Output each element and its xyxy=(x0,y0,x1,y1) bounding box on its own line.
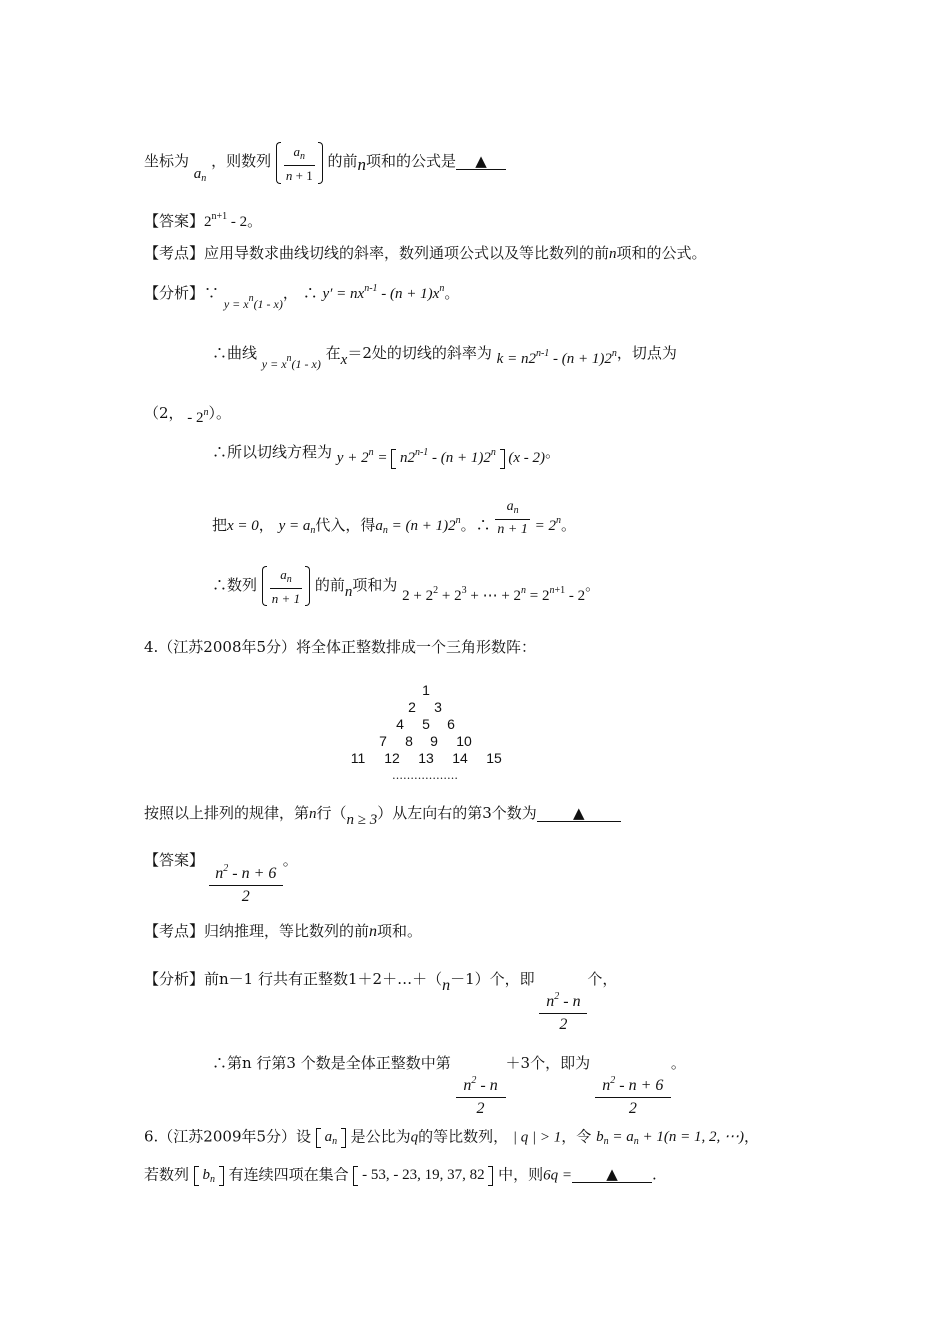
analysis-4-line1: 【分析】前n－1 行共有正整数1＋2＋…＋（n－1）个，即 $\frac{n^2 - n}{2}$ 个， xyxy=(144,970,618,1033)
p1-line: 坐标为 $a_n$ ，则数列 $\frac{a_n}{n + 1}$ 的前n项和的公式是 ▲ xyxy=(144,142,506,184)
answer-blank: ▲ xyxy=(572,1166,652,1183)
answer-1: 【答案】$2^{n+1} - 2$。 xyxy=(144,211,263,230)
problem-6-line1: 6.（江苏2009年5分）设 $a_n$ 是公比为q的等比数列， | q | > 1，令 $b_n = a_n + 1(n = 1$, 2, ⋯)， xyxy=(144,1127,759,1148)
triangle-cell: 4 xyxy=(396,716,404,732)
answer-4: 【答案】 $\frac{n^2 - n + 6}{2}$ 。 xyxy=(144,851,298,905)
analysis-1-line6: ∴数列 $\frac{a_n}{n + 1}$ 的前n项和为 $2 + 2^2 + 2^3$ + ⋯ + $2^n = 2^{n+1} - 2$。 xyxy=(212,566,601,606)
problem-4-header: 4.（江苏2008年5分）将全体正整数排成一个三角形数阵： xyxy=(144,638,537,656)
answer-blank: ▲ xyxy=(537,805,621,822)
triangle-cell: 9 xyxy=(430,733,438,749)
triangle-dots: ……………… xyxy=(392,769,458,782)
analysis-1-line4: ∴所以切线方程为 $y + 2^n = n2^{n-1} - (n + 1)2^n$ (x - 2)。 xyxy=(212,443,560,464)
triangle-cell: 3 xyxy=(434,699,442,715)
triangle-cell: 2 xyxy=(408,699,416,715)
triangle-cell: 15 xyxy=(486,750,502,766)
triangle-cell: 12 xyxy=(384,750,400,766)
triangle-cell: 1 xyxy=(422,682,430,698)
triangle-cell: 11 xyxy=(350,750,366,766)
problem-4-question: 按照以上排列的规律，第n行（n ≥ 3）从左向右的第3个数为 ▲ xyxy=(144,805,621,822)
math-an: $a_n$ xyxy=(193,166,207,184)
triangle-cell: 8 xyxy=(405,733,413,749)
triangle-cell: 10 xyxy=(456,733,472,749)
point-1: 【考点】应用导数求曲线切线的斜率，数列通项公式以及等比数列的前n项和的公式。 xyxy=(144,244,707,262)
answer-blank: ▲ xyxy=(456,153,506,170)
analysis-1-line2: ∴曲线 $_{y = x^n(1 - x)}$ 在x＝2处的切线的斜率为 $k = n2^{n-1} - (n + 1)2^n$，切点为 xyxy=(212,344,677,371)
triangle-cell: 7 xyxy=(379,733,387,749)
problem-6-line2: 若数列 $b_n$ 有连续四项在集合 - 53, - 23, 19, 37, 82 中，则6q = ▲ . xyxy=(144,1165,657,1186)
analysis-1-line1: 【分析】∵ $_{y = x^n(1 - x)}$， ∴ $y' = nx^{n-1} - (n + 1)x^n$。 xyxy=(144,283,460,311)
analysis-1-line3: （2， - 2$^n$）。 xyxy=(144,404,232,426)
triangle-cell: 5 xyxy=(422,716,430,732)
math-answer-1: $2^{n+1} - 2$ xyxy=(204,211,248,230)
triangle-cell: 6 xyxy=(447,716,455,732)
triangle-cell: 14 xyxy=(452,750,468,766)
point-4: 【考点】归纳推理，等比数列的前n项和。 xyxy=(144,922,423,940)
triangle-cell: 13 xyxy=(418,750,434,766)
math-seq-fraction: $\frac{a_n}{n + 1}$ xyxy=(276,142,323,184)
math-set-an: $a_n$ xyxy=(316,1129,346,1145)
analysis-1-line5: 把x = 0， $y = a_n$代入，得$a_n = (n + 1)2^n$。∴ $\frac{a_n}{n + 1}$ = $2^n$。 xyxy=(212,499,577,537)
analysis-4-line2: ∴第n 行第3 个数是全体正整数中第 $\frac{n^2 - n}{2}$ ＋3个，即为 $\frac{n^2 - n + 6}{2}$ 。 xyxy=(212,1054,686,1117)
